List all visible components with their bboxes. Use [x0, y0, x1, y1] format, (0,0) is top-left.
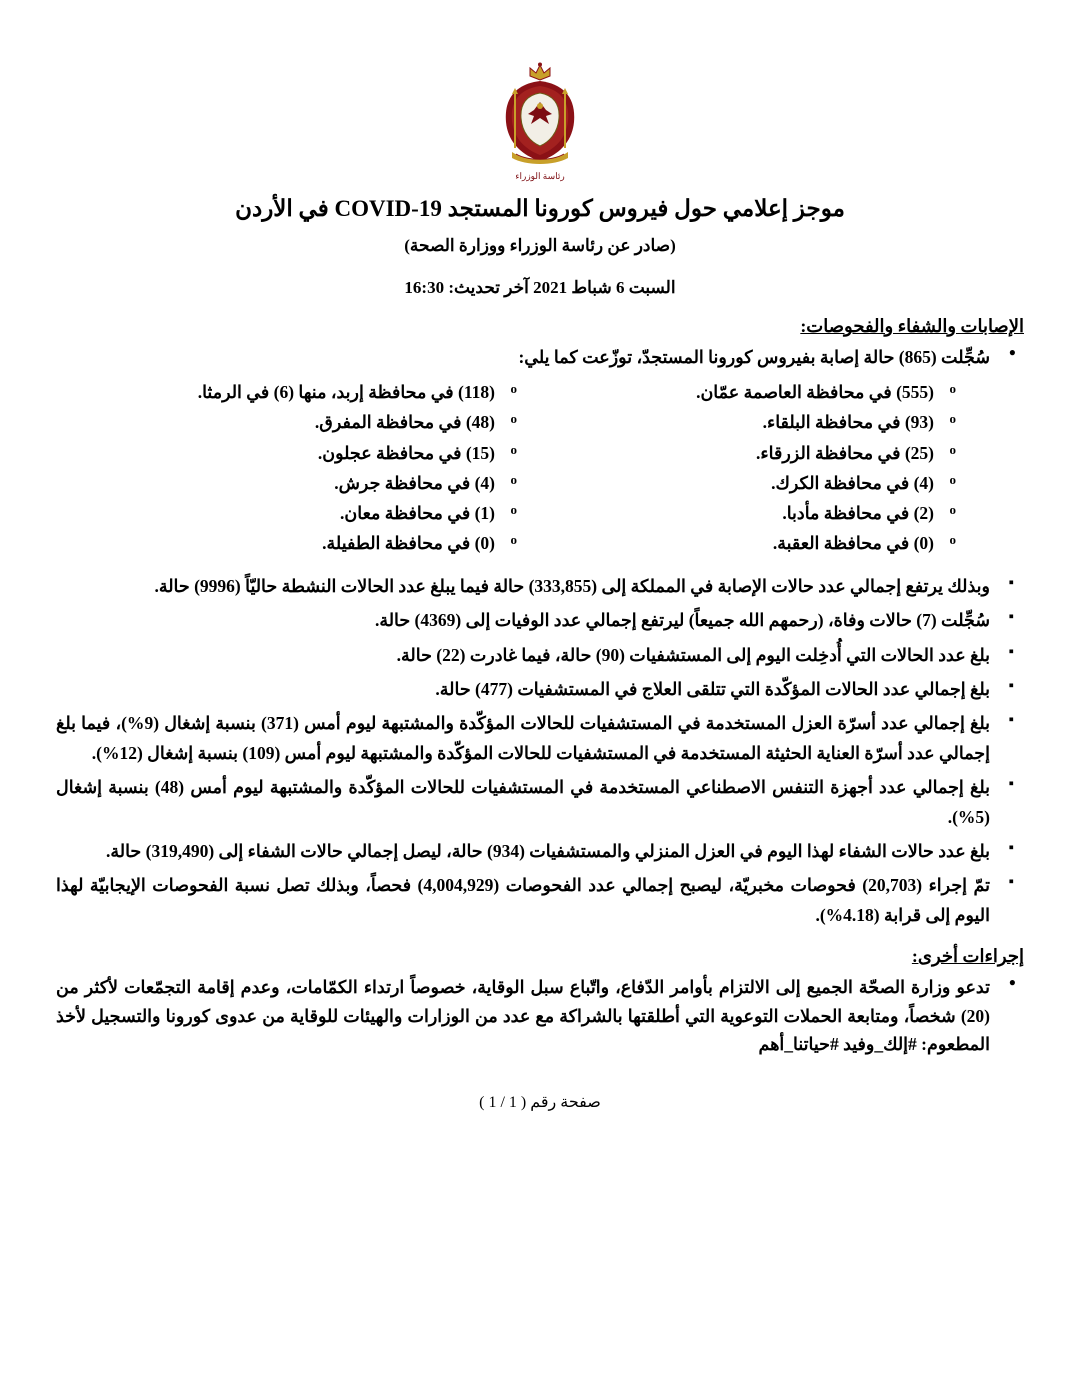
list-item: ▪ بلغ عدد الحالات التي أُدخِلت اليوم إلى المستشفيات (90) حالة، فيما غادرت (22) حالة. — [56, 641, 990, 670]
governorate-column-left — [86, 377, 525, 558]
list-item: o (25) في محافظة الزرقاء. — [525, 438, 934, 468]
document-date: السبت 6 شباط 2021 آخر تحديث: 16:30 — [404, 278, 676, 297]
emblem-block — [56, 62, 1024, 182]
intro-list — [56, 343, 1024, 371]
list-item: ● تدعو وزارة الصحّة الجميع إلى الالتزام بأوامر الدّفاع، واتّباع سبل الوقاية، خصوصاً ارتداء الكمّامات، وعدم إقامة التجمّعات لأكثر من (20) شخصاً، ومتابعة الحملات التوعوية التي أطلقتها بالشراكة مع عدد من الوزارات والهيئات للوقاية من عدوى كورونا والتسجيل لأخذ المطعوم: #إلك_وفيد #حياتنا_أهم — [56, 973, 990, 1058]
page-footer: صفحة رقم ( 1 / 1 ) — [479, 1094, 601, 1112]
list-item: o (118) في محافظة إربد، منها (6) في الرمثا. — [86, 377, 495, 407]
document-source: (صادر عن رئاسة الوزراء ووزارة الصحة) — [404, 236, 676, 255]
other-measures-list — [56, 973, 1024, 1058]
section-heading-cases: الإصابات والشفاء والفحوصات: — [800, 316, 1024, 336]
list-item: ▪ بلغ عدد حالات الشفاء لهذا اليوم في العزل المنزلي والمستشفيات (934) حالة، ليصل إجمالي حالات الشفاء إلى (319,490) حالة. — [56, 837, 990, 866]
list-item: ▪ سُجِّلت (7) حالات وفاة، (رحمهم الله جميعاً) ليرتفع إجمالي عدد الوفيات إلى (4369) حالة. — [56, 606, 990, 635]
list-item: ▪ بلغ إجمالي عدد أسرّة العزل المستخدمة في المستشفيات للحالات المؤكّدة والمشتبهة ليوم أمس (371) بنسبة إشغال (9%)، فيما بلغ إجمالي عدد أسرّة العناية الحثيثة المستخدمة في المستشفيات للحالات المؤكّدة والمشتبهة ليوم أمس (109) بنسبة إشغال (12%). — [56, 709, 990, 768]
list-item: ▪ تمّ إجراء (20,703) فحوصات مخبريّة، ليصبح إجمالي عدد الفحوصات (4,004,929) فحصاً، وبذلك تصل نسبة الفحوصات الإيجابيّة لهذا اليوم إلى قرابة (4.18%). — [56, 871, 990, 930]
jordan-coat-of-arms-icon — [494, 62, 586, 172]
statistics-list — [56, 572, 1024, 930]
section-heading-other: إجراءات أخرى: — [911, 946, 1024, 967]
list-item: o (0) في محافظة العقبة. — [525, 528, 934, 558]
governorate-column-right — [525, 377, 964, 558]
governorate-breakdown — [56, 377, 1024, 558]
list-item: o (48) في محافظة المفرق. — [86, 407, 495, 437]
list-item: o (4) في محافظة جرش. — [86, 468, 495, 498]
list-item: o (93) في محافظة البلقاء. — [525, 407, 934, 437]
list-item: o (2) في محافظة مأدبا. — [525, 498, 934, 528]
page-title: موجز إعلامي حول فيروس كورونا المستجد COVID-19 في الأردن — [235, 196, 845, 221]
list-item: ▪ وبذلك يرتفع إجمالي عدد حالات الإصابة في المملكة إلى (333,855) حالة فيما يبلغ عدد الحالات النشطة حاليّاً (9996) حالة. — [56, 572, 990, 601]
emblem-caption: رئاسة الوزراء — [515, 171, 565, 181]
list-item: o (1) في محافظة معان. — [86, 498, 495, 528]
intro-text: سُجِّلت (865) حالة إصابة بفيروس كورونا المستجدّ، توزّعت كما يلي: — [518, 347, 990, 367]
list-item: o (555) في محافظة العاصمة عمّان. — [525, 377, 934, 407]
list-item: o (0) في محافظة الطفيلة. — [86, 528, 495, 558]
list-item: o (15) في محافظة عجلون. — [86, 438, 495, 468]
list-item: ▪ بلغ إجمالي عدد الحالات المؤكّدة التي تتلقى العلاج في المستشفيات (477) حالة. — [56, 675, 990, 704]
list-item: ▪ بلغ إجمالي عدد أجهزة التنفس الاصطناعي المستخدمة في المستشفيات للحالات المؤكّدة والمشتبهة ليوم أمس (48) بنسبة إشغال (5%). — [56, 773, 990, 832]
list-item — [56, 343, 990, 371]
list-item: o (4) في محافظة الكرك. — [525, 468, 934, 498]
